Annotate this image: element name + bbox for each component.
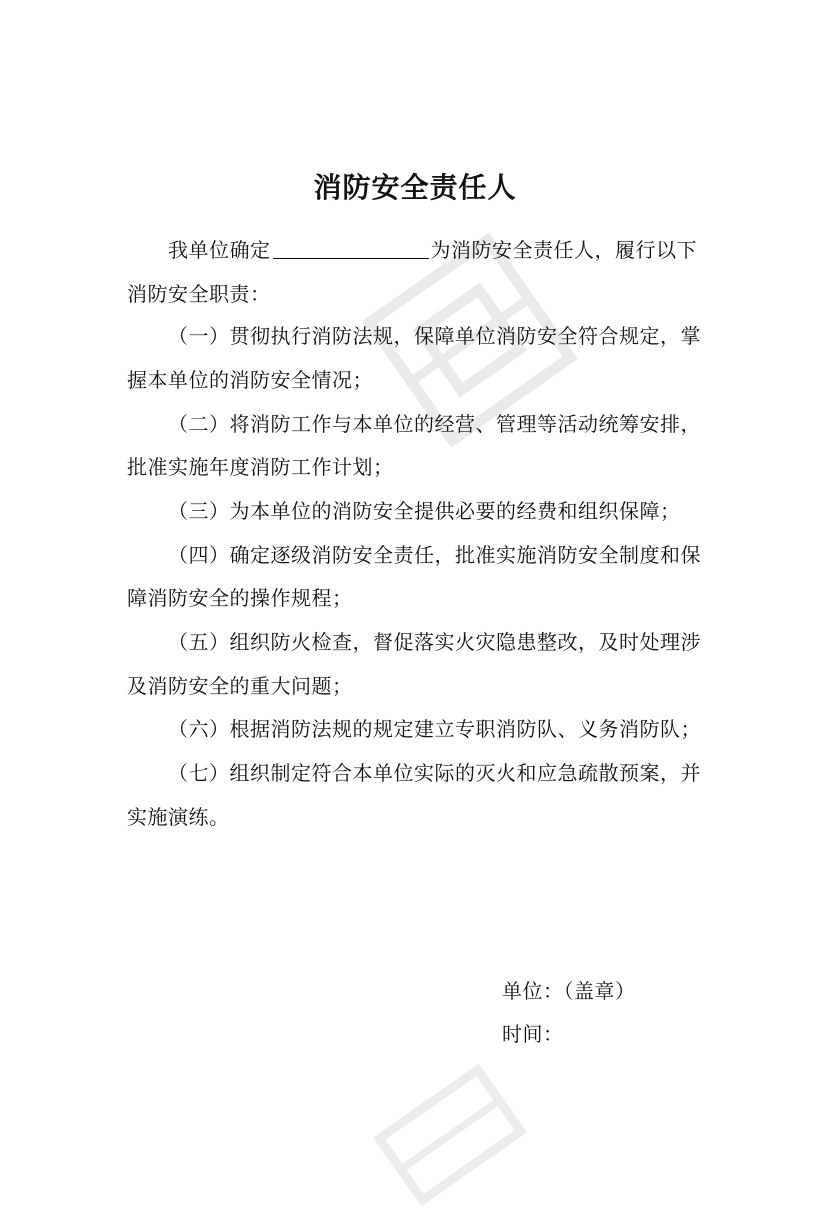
duty-item-1-line2: 握本单位的消防安全情况； <box>127 368 373 392</box>
duty-item-3-line1: （三）为本单位的消防安全提供必要的经费和组织保障； <box>168 499 681 523</box>
duty-item-2-line1: （二）将消防工作与本单位的经营、管理等活动统筹安排， <box>168 412 701 436</box>
intro-text-end: 为消防安全责任人，履行以下 <box>430 238 697 262</box>
duty-item-6-line1: （六）根据消防法规的规定建立专职消防队、义务消防队； <box>168 717 701 741</box>
signature-unit: 单位：（盖章） <box>502 979 636 1003</box>
signature-time: 时间： <box>502 1022 564 1046</box>
duty-item-2-line2: 批准实施年度消防工作计划； <box>127 455 394 479</box>
intro-line-continuation: 消防安全职责： <box>127 282 271 306</box>
duty-item-7-line2: 实施演练。 <box>127 805 230 829</box>
duty-item-4-line1: （四）确定逐级消防安全责任，批准实施消防安全制度和保 <box>168 543 701 567</box>
responsible-person-blank[interactable] <box>273 238 429 259</box>
duty-item-7-line1: （七）组织制定符合本单位实际的灭火和应急疏散预案，并 <box>168 761 701 785</box>
duty-item-4-line2: 障消防安全的操作规程； <box>127 586 353 610</box>
document-title: 消防安全责任人 <box>313 171 517 204</box>
intro-line <box>168 236 697 264</box>
duty-item-5-line2: 及消防安全的重大问题； <box>127 674 353 698</box>
duty-item-5-line1: （五）组织防火检查，督促落实火灾隐患整改，及时处理涉 <box>168 630 701 654</box>
intro-text-start: 我单位确定 <box>168 238 271 262</box>
watermark-icon <box>359 1052 542 1217</box>
duty-item-1-line1: （一）贯彻执行消防法规，保障单位消防安全符合规定，掌 <box>168 324 701 348</box>
